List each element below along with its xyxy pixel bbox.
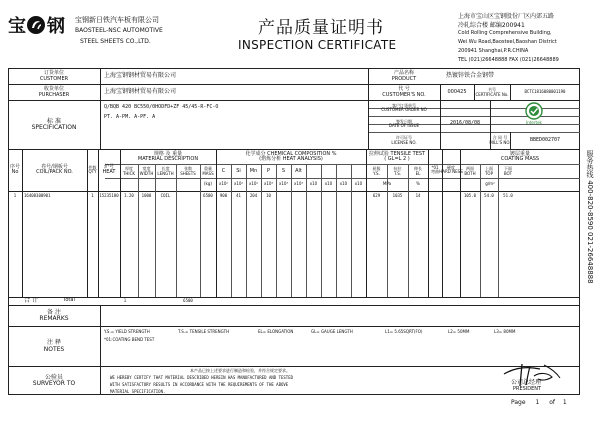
col-weight-unit: (kg): [204, 181, 212, 187]
company-logo: [8, 14, 65, 36]
company-name-en-1: BAOSTEEL-NSC AUTOMOTIVE: [75, 27, 163, 34]
chem-multiplier-6: x10³: [293, 181, 304, 187]
total-qty: 1: [123, 297, 127, 303]
rule-v-sheets: [176, 164, 177, 297]
col-qty: 件数 QTY: [88, 164, 97, 174]
col-material: 规格 及 重量 MATERIAL DESCRIPTION: [137, 150, 199, 162]
row-sheets: [176, 192, 200, 201]
total-weight: 6500: [183, 297, 193, 303]
chem-multiplier-3: x10²: [248, 181, 259, 187]
note-ys: Y.S.= YIELD STRENGTH: [104, 329, 150, 334]
certify-statement-cn: 本产品已按上述要求进行制造和检验，并符合规定要求。: [190, 368, 290, 373]
spec-label: 标 准 SPECIFICATION: [31, 117, 77, 131]
row-bend: [428, 192, 442, 201]
purchaser-value: 上海宝钢钢材贸易有限公司: [104, 88, 177, 96]
logo-text-left: 宝: [8, 16, 25, 37]
row-heat: 15235180: [99, 193, 119, 199]
col-sheets: 张数 SHEETS: [180, 166, 196, 176]
certify-statement-en-3: MATERIAL SPECIFICATION.: [110, 389, 166, 394]
chem-element-7: [306, 165, 321, 178]
col-coat-unit: g/m²: [485, 181, 495, 187]
chem-multiplier-10: x10: [354, 181, 363, 187]
chem-element-10: [351, 165, 366, 178]
chem-value-10: [351, 192, 366, 201]
chem-multiplier-1: x10²: [218, 181, 229, 187]
certify-statement-en-2: WITH SATISFACTORY RESULTS IN ACCORDANCE WITH THE REQUIREMENTS OF THE ABOVE: [110, 382, 289, 387]
license-label: 许可证号 LICENSE NO.: [391, 135, 417, 145]
col-bend: *01 弯曲: [431, 164, 439, 174]
customer-no-label: 代 号 CUSTOMER'S NO.: [382, 86, 426, 98]
baosteel-logo-icon: [26, 15, 46, 35]
service-hotline: 服务热线 400-820-8590 021-26648888: [586, 150, 594, 284]
row-length: COIL: [160, 193, 171, 199]
col-tensile: 拉伸试验 TENSILE TEST ( GL=L 2 ): [368, 150, 426, 162]
intertek-logo: [520, 102, 548, 130]
rule-v-labels: [100, 305, 101, 395]
chem-value-6: [291, 192, 306, 201]
row-seq: 1: [13, 193, 17, 199]
remarks-value: [104, 306, 574, 326]
col-thick: 厚度 THICK: [122, 166, 136, 176]
product-label: 产品名称 PRODUCT: [391, 70, 417, 82]
note-gl: GL= GAUGE LENGTH: [311, 329, 353, 334]
mill-label: 合 同 号 MILL'S NO.: [489, 135, 511, 145]
col-heat: 炉号 HEAT: [102, 163, 116, 175]
total-label-en: Total: [63, 297, 75, 304]
col-ys: 屈服 Y.S.: [372, 166, 381, 176]
col-seq: 序号 No: [9, 163, 20, 175]
company-name-cn: 宝钢新日铁汽车板有限公司: [75, 16, 159, 24]
notes-label: 注 释 NOTES: [43, 339, 65, 353]
chem-element-1: C: [221, 167, 226, 174]
chem-multiplier-8: x10: [324, 181, 333, 187]
col-hardness: 硬度 HARD NESS: [439, 164, 463, 174]
col-el: 伸长 EL: [414, 166, 422, 176]
company-name-en-2: STEEL SHEETS CO.,LTD.: [80, 38, 151, 45]
row-qty: 1: [91, 193, 94, 199]
row-coat-top: 54.0: [484, 193, 494, 199]
col-coating: 镀层重量 COATING MASS: [500, 150, 540, 162]
date-label: 签发日期 DATE OF ISSUE: [388, 118, 420, 128]
col-chem: 化学成分 CHEMICAL COMPOSITION % (熔炼分析 HEAT ANALYSIS): [245, 150, 337, 162]
spec-line-1: Q/BQB 420 BC550/0HODFD+ZF 45/45-R-FC-O: [104, 104, 219, 110]
col-coat-both: 两面 BOTH: [464, 166, 476, 176]
chem-element-5: S: [281, 167, 286, 174]
order-no-label: 客户订货单号 CUSTOMER ORDER NO: [381, 102, 427, 112]
address-en-2: Wei Wu Road,Baosteel,Baoshan District: [458, 39, 557, 45]
col-ts: 抗拉 T.S.: [393, 166, 402, 176]
col-coil: 卷号/钢板号 COIL/PACK NO.: [36, 163, 73, 175]
certificate-no-label: 书号 CERTIFICATE No.: [475, 87, 509, 97]
certify-statement-en-1: WE HEREBY CERTIFY THAT MATERIAL DESCRIBED HEREIN HAS MANUFACTURED AND TESTED: [110, 375, 294, 380]
surveyor-label: 公验员 SURVEYOR TO: [32, 373, 76, 387]
purchaser-label: 收货单位 PURCHASER: [38, 86, 70, 98]
intertek-text: Intertek: [526, 120, 542, 125]
col-mpa: MPa: [382, 181, 392, 187]
chem-value-3: 204: [249, 193, 258, 199]
customer-value: 上海宝钢钢材贸易有限公司: [104, 72, 177, 80]
row-hardness: [442, 192, 460, 201]
row-ts: 1035: [392, 193, 403, 199]
row-ys: 629: [372, 193, 381, 199]
col-width: 宽度 WIDTH: [139, 166, 154, 176]
row-weight: 6500: [203, 193, 213, 199]
chem-value-2: 41: [236, 193, 241, 199]
row-el: 14: [415, 193, 421, 199]
col-weight: 重量 MASS: [202, 166, 214, 176]
chem-value-8: [321, 192, 336, 201]
note-el: EL= ELONGATION: [258, 329, 294, 334]
intertek-emblem-icon: [525, 102, 543, 120]
chem-element-4: P: [266, 167, 270, 174]
rule-v-hdr-left: [100, 68, 101, 149]
license-value: [440, 132, 490, 149]
title-en: INSPECTION CERTIFICATE: [238, 38, 397, 52]
note-l1: L1= 5.65SQRT(FO): [385, 329, 423, 334]
chem-element-2: Si: [236, 167, 241, 174]
customer-no-value: 000425: [447, 88, 467, 95]
president-cn: 公司总经理: [511, 379, 542, 386]
col-length: 长度 LENGTH: [157, 166, 174, 176]
rule-v-length: [155, 164, 156, 297]
row-coat-both: 105.0: [463, 193, 477, 199]
remarks-label: 备 注 REMARKS: [39, 308, 69, 322]
president-en: PRESIDENT: [513, 386, 542, 392]
col-pct: %: [416, 181, 420, 187]
chem-multiplier-4: x10³: [263, 181, 274, 187]
note-l2: L2= 50MM: [448, 329, 470, 334]
address-en-1: Cold Rolling Comprehensive Building,: [458, 30, 552, 36]
chem-element-3: Mn: [249, 167, 258, 174]
customer-label: 订货单位 CUSTOMER: [39, 70, 69, 82]
note-coating-bend: *01:COATING BEND TEST: [104, 337, 155, 342]
address-en-3: 200941 Shanghai,P.R.CHINA: [458, 48, 529, 54]
chem-multiplier-5: x10³: [278, 181, 289, 187]
chem-element-6: Alt: [295, 167, 302, 174]
chem-multiplier-7: x10: [309, 181, 318, 187]
chem-multiplier-2: x10²: [233, 181, 244, 187]
address-cn-1: 上海市宝山区宝钢股份厂区内郊五路: [458, 13, 555, 20]
order-no-value: [440, 100, 490, 116]
col-coat-bot: 下面 BOT: [503, 166, 513, 176]
address-cn-2: 冷轧综合楼 邮编200941: [458, 22, 525, 29]
chem-value-4: 10: [266, 193, 271, 199]
product-value: 热镀锌铁合金钢带: [446, 72, 495, 80]
row-width: 1000: [141, 193, 152, 199]
row-thick: 1.20: [124, 193, 134, 199]
chem-element-8: [321, 165, 336, 178]
row-coil: 16408300901: [24, 193, 51, 199]
chem-value-1: 900: [219, 193, 228, 199]
title-cn: 产品质量证明书: [258, 18, 384, 38]
note-ts: T.S.= TENSILE STRENGTH: [178, 329, 230, 334]
page-indicator: Page 1 of 1: [511, 399, 567, 406]
date-value: 2016/08/08: [449, 120, 481, 127]
rule-h7: [8, 297, 580, 298]
chem-element-9: [336, 165, 351, 178]
certificate-no-value: BCTC1816080001190: [524, 89, 566, 95]
address-tel-fax: TEL (021)26648888 FAX (021)26648889: [458, 57, 559, 63]
row-coat-bot: 51.0: [503, 193, 513, 199]
chem-multiplier-9: x10: [339, 181, 348, 187]
mill-value: BBED002707: [529, 136, 561, 143]
chem-value-9: [336, 192, 351, 201]
chem-value-7: [306, 192, 321, 201]
note-l3: L3= 80MM: [494, 329, 516, 334]
col-coat-top: 上面 TOP: [484, 166, 493, 176]
logo-text-right: 钢: [47, 16, 65, 37]
chem-value-5: [276, 192, 291, 201]
rule-v-width: [138, 164, 139, 297]
spec-line-2: PT. A-PM. A-PF. A: [104, 114, 156, 120]
total-label-cn: 合 计: [24, 297, 38, 304]
